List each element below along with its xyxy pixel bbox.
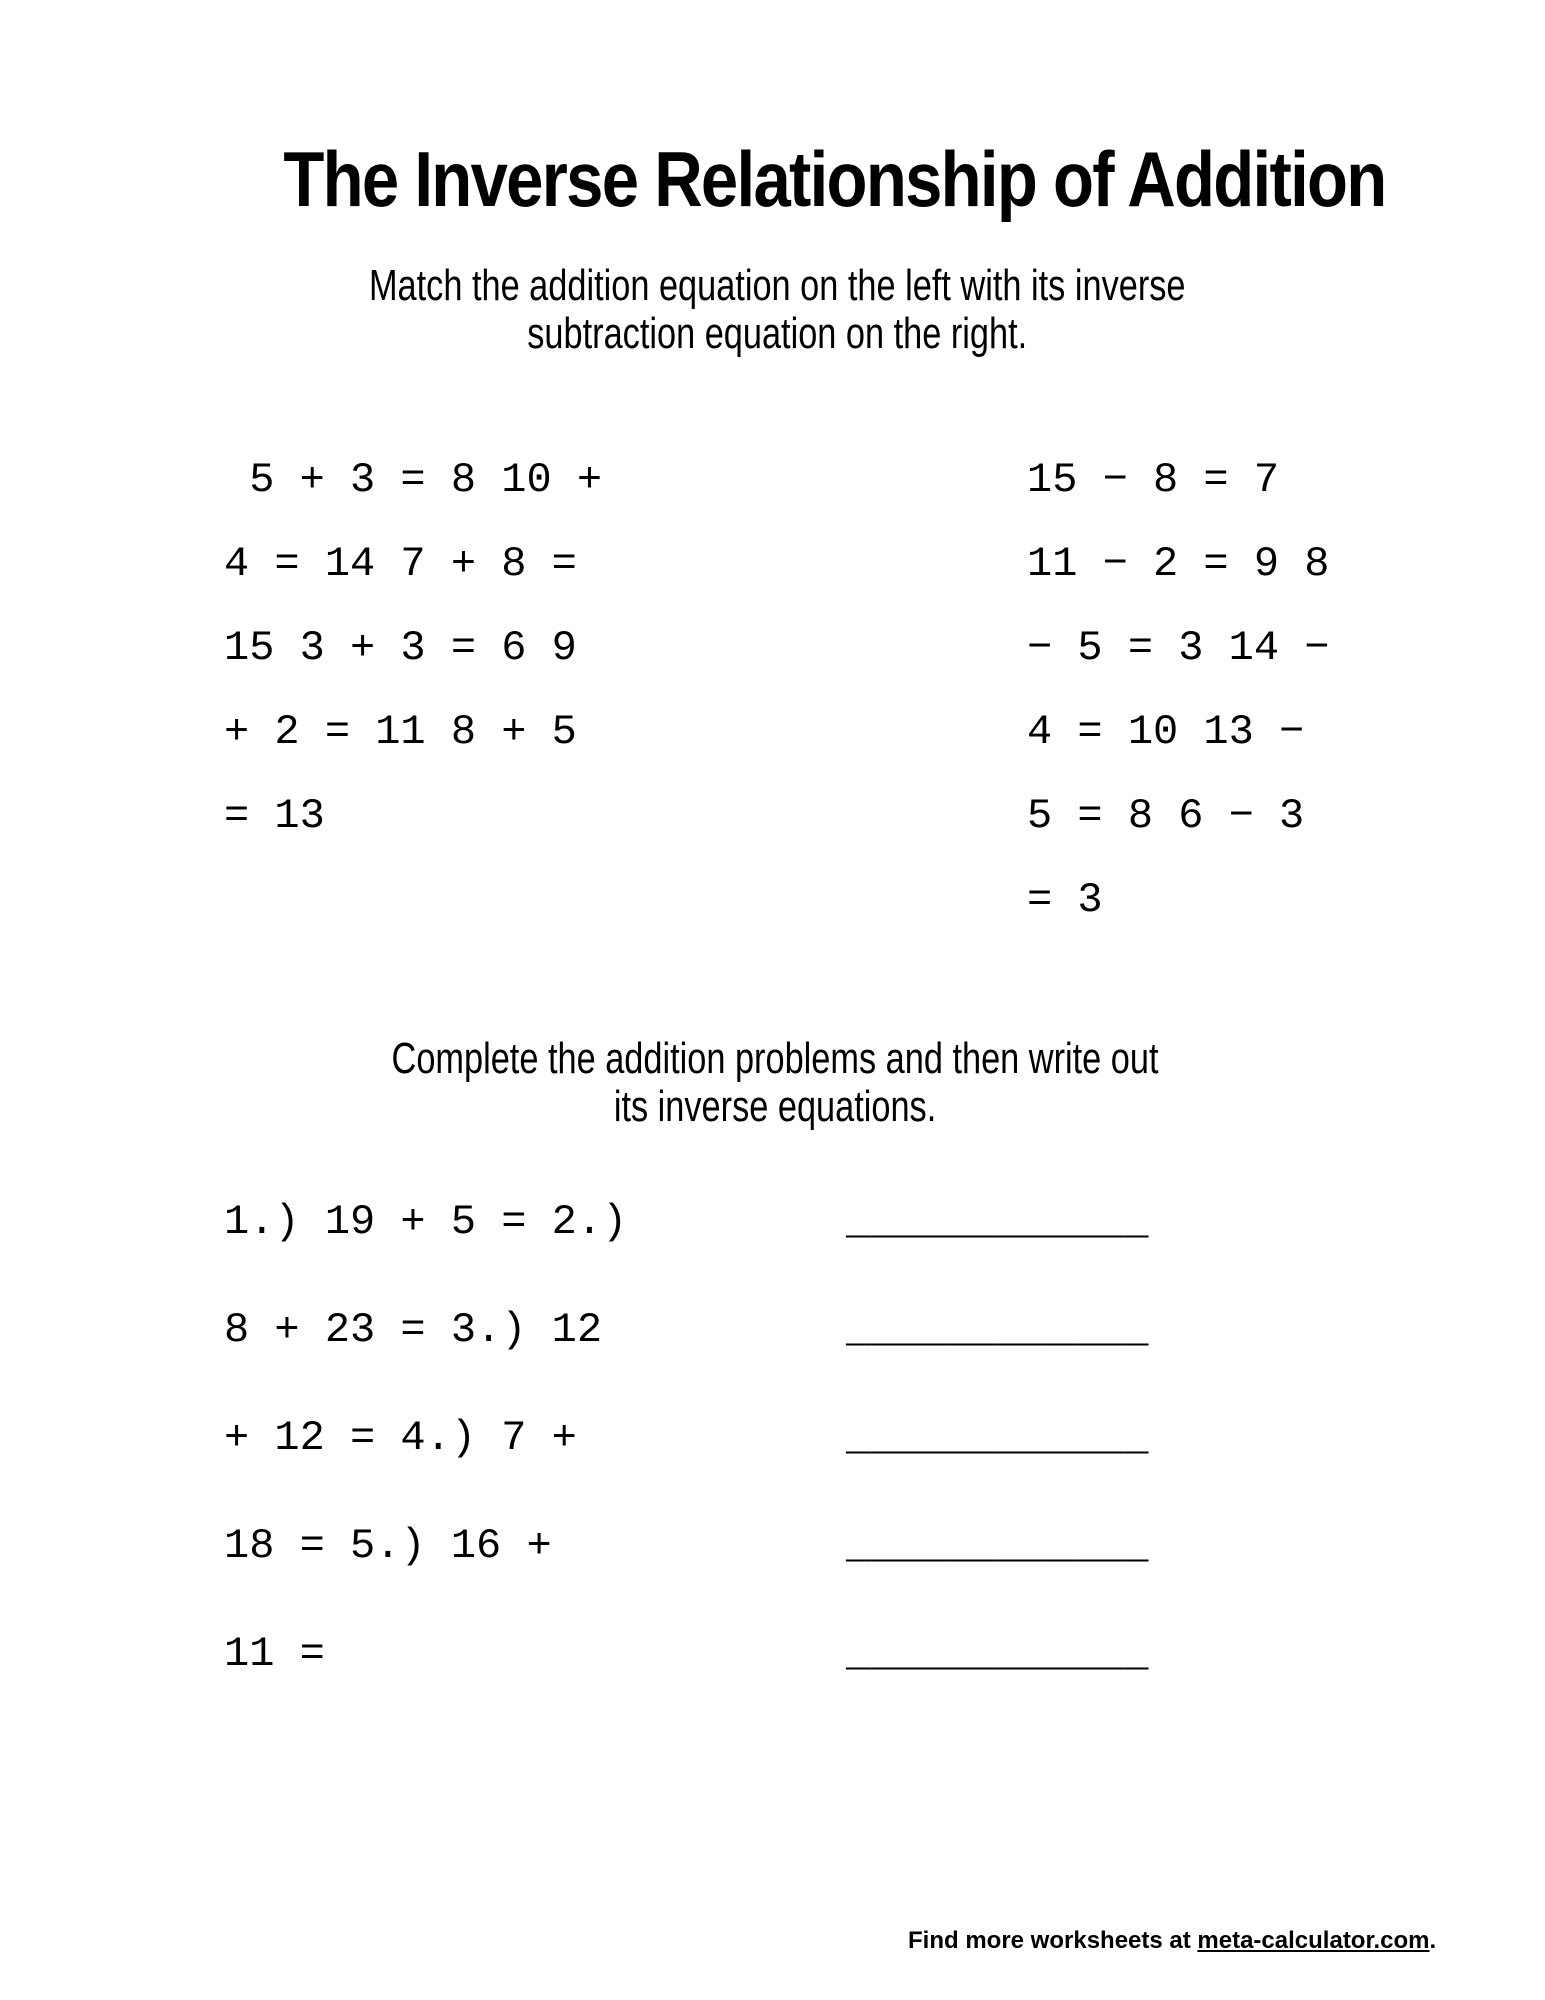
answer-blank[interactable]: ____________	[846, 1306, 1149, 1354]
footer-suffix: .	[1429, 1927, 1437, 1954]
addition-equation-row: 4 = 14 7 + 8 =	[224, 540, 577, 588]
addition-problem-row: 1.) 19 + 5 = 2.)	[224, 1198, 628, 1246]
footer-link[interactable]: meta-calculator.com	[1197, 1927, 1430, 1954]
footer-credit	[908, 1927, 1436, 1955]
addition-equation-row: + 2 = 11 8 + 5	[224, 708, 577, 756]
completion-instructions	[172, 1035, 1377, 1131]
subtraction-equations-column	[1027, 456, 1367, 924]
addition-problem-row: 11 =	[224, 1630, 325, 1678]
completion-instructions-line-2: its inverse equations.	[613, 1082, 937, 1131]
subtraction-equation-row: − 5 = 3 14 −	[1027, 624, 1330, 672]
addition-equation-row: = 13	[224, 792, 325, 840]
answer-blank[interactable]: ____________	[846, 1198, 1149, 1246]
addition-problem-row: 8 + 23 = 3.) 12	[224, 1306, 603, 1354]
subtraction-equation-row: 5 = 8 6 − 3	[1027, 792, 1305, 840]
footer-prefix: Find more worksheets at	[908, 1927, 1198, 1954]
addition-problems-column	[224, 1198, 628, 1678]
addition-equation-row: 5 + 3 = 8 10 +	[224, 456, 603, 504]
answer-blank[interactable]: ____________	[846, 1414, 1149, 1462]
completion-instructions-line-1: Complete the addition problems and then write out	[391, 1034, 1159, 1083]
subtraction-equation-row: 15 − 8 = 7	[1027, 456, 1280, 504]
addition-equation-row: 15 3 + 3 = 6 9	[224, 624, 577, 672]
subtraction-equation-row: 11 − 2 = 9 8	[1027, 540, 1330, 588]
matching-instructions	[175, 262, 1380, 358]
matching-instructions-line-1: Match the addition equation on the left with its inverse	[368, 261, 1186, 310]
subtraction-equation-row: = 3	[1027, 876, 1103, 924]
addition-problem-row: 18 = 5.) 16 +	[224, 1522, 552, 1570]
answer-blank[interactable]: ____________	[846, 1630, 1149, 1678]
addition-equations-column	[224, 456, 603, 840]
addition-problem-row: + 12 = 4.) 7 +	[224, 1414, 577, 1462]
answer-blank[interactable]: ____________	[846, 1522, 1149, 1570]
subtraction-equation-row: 4 = 10 13 −	[1027, 708, 1305, 756]
worksheet-title: The Inverse Relationship of Addition	[283, 135, 1386, 223]
answer-blanks-column	[846, 1198, 1226, 1678]
matching-instructions-line-2: subtraction equation on the right.	[527, 309, 1028, 358]
